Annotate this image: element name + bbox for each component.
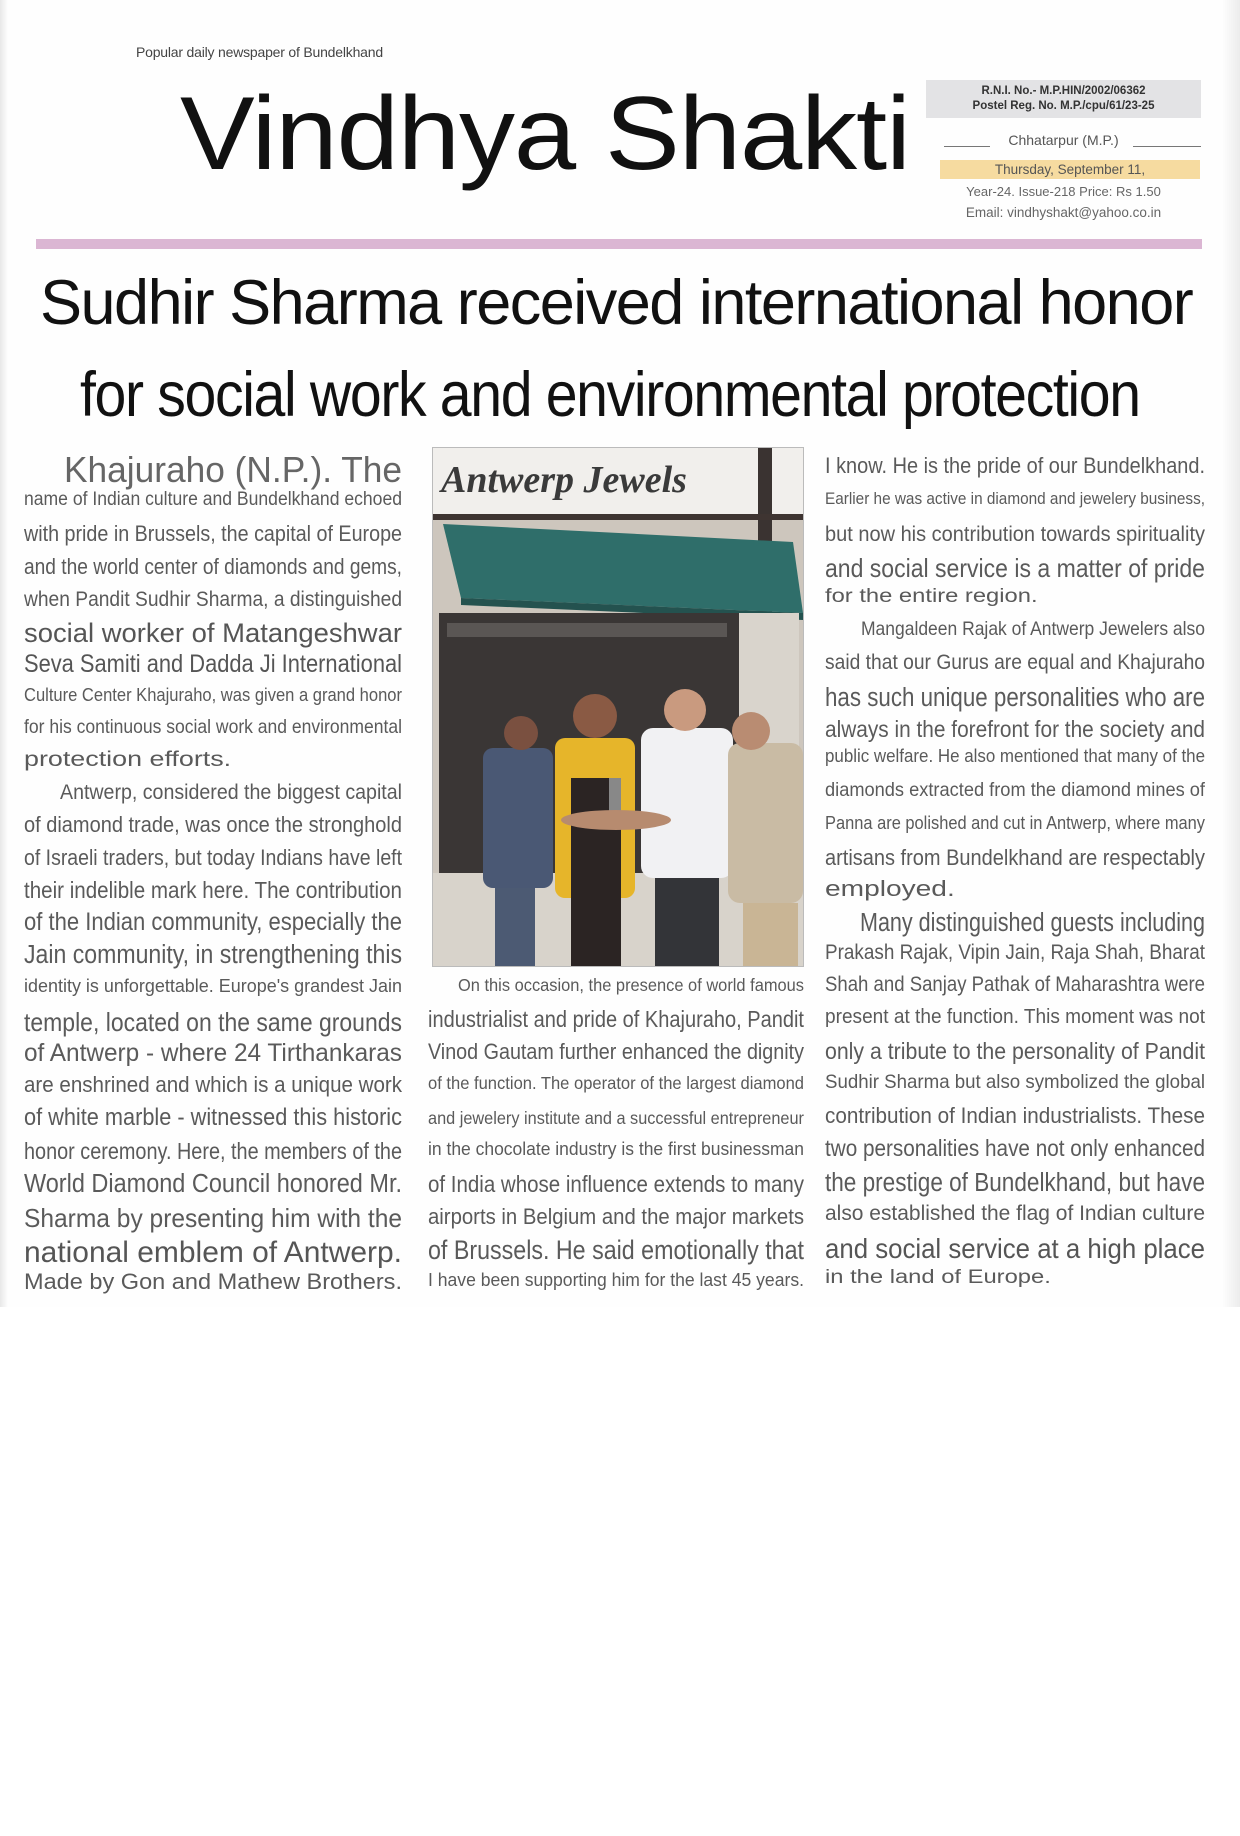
article-column-1	[24, 450, 406, 1310]
article-line: social worker of Matangeshwar	[24, 618, 403, 648]
city: Chhatarpur (M.P.)	[1008, 132, 1119, 148]
registration-block	[926, 80, 1201, 118]
article-line: Antwerp, considered the biggest capital	[60, 780, 402, 804]
person-4-head	[732, 712, 770, 750]
article-line: and social service is a matter of pride	[825, 553, 1205, 583]
article-line: name of Indian culture and Bundelkhand echoed	[24, 489, 402, 510]
article-line: temple, located on the same grounds	[24, 1007, 402, 1037]
article-line: are enshrined and which is a unique work	[24, 1072, 402, 1097]
article-line: Sharma by presenting him with the	[24, 1203, 402, 1233]
article-line: I have been supporting him for the last 45 years.	[428, 1269, 804, 1290]
publication-info-box	[926, 80, 1201, 228]
article-line: employed.	[825, 876, 955, 901]
article-line: and social service at a high place	[825, 1233, 1205, 1264]
article-line: On this occasion, the presence of world famous	[458, 975, 804, 995]
header-divider	[36, 239, 1202, 249]
person-2-head	[573, 694, 617, 738]
article-line: identity is unforgettable. Europe's grandest Jain	[24, 975, 402, 996]
article-line: World Diamond Council honored Mr.	[24, 1170, 402, 1198]
article-line: Prakash Rajak, Vipin Jain, Raja Shah, Bharat	[825, 940, 1205, 964]
article-line: artisans from Bundelkhand are respectably	[825, 845, 1205, 870]
article-line: only a tribute to the personality of Pandit	[825, 1038, 1205, 1064]
issue-info: Year-24. Issue-218 Price: Rs 1.50	[966, 184, 1161, 199]
window-frame	[447, 623, 727, 637]
sign-ledge	[433, 514, 803, 520]
city-rule-right	[1133, 146, 1201, 147]
person-1-head	[504, 716, 538, 750]
article-line: protection efforts.	[24, 747, 232, 771]
article-line: Earlier he was active in diamond and jewelery business,	[825, 490, 1205, 508]
article-line: the prestige of Bundelkhand, but have	[825, 1169, 1205, 1197]
article-line: present at the function. This moment was not	[825, 1006, 1205, 1028]
article-line: of the Indian community, especially the	[24, 908, 402, 936]
article-line: industrialist and pride of Khajuraho, Pandit	[428, 1006, 804, 1032]
article-line: national emblem of Antwerp.	[24, 1236, 402, 1269]
article-line: also established the flag of Indian culture	[825, 1201, 1205, 1225]
article-line: Shah and Sanjay Pathak of Maharashtra were	[825, 972, 1205, 996]
article-line: for his continuous social work and environmental	[24, 716, 402, 738]
rni-number: R.N.I. No.- M.P.HIN/2002/06362	[981, 85, 1146, 97]
article-line: Many distinguished guests including	[860, 909, 1205, 937]
article-line: of India whose influence extends to many	[428, 1171, 804, 1197]
article-line: Vinod Gautam further enhanced the dignity	[428, 1039, 804, 1064]
article-line: has such unique personalities who are	[825, 684, 1205, 712]
tagline: Popular daily newspaper of Bundelkhand	[136, 44, 383, 60]
article-line: said that our Gurus are equal and Khajuraho	[825, 650, 1205, 674]
issue-date: Thursday, September 11,	[940, 160, 1200, 179]
article-line: and jewelery institute and a successful entrepreneur	[428, 1108, 804, 1128]
person-1-suit	[483, 748, 553, 888]
article-line: public welfare. He also mentioned that many of the	[825, 746, 1205, 766]
person-4-jacket	[728, 743, 803, 903]
article-column-2	[428, 976, 808, 1836]
article-line: in the land of Europe.	[825, 1267, 1051, 1288]
article-line: I know. He is the pride of our Bundelkhand.	[825, 453, 1205, 478]
article-line: diamonds extracted from the diamond mines of	[825, 779, 1205, 801]
article-line: of Israeli traders, but today Indians have left	[24, 845, 402, 870]
article-line: always in the forefront for the society and	[825, 716, 1205, 742]
article-line: Mangaldeen Rajak of Antwerp Jewelers also	[861, 618, 1205, 640]
article-line: Culture Center Khajuraho, was given a grand honor	[24, 684, 402, 705]
article-line: and the world center of diamonds and gems,	[24, 554, 402, 579]
page-edge-right	[1222, 0, 1240, 1307]
joined-hands	[561, 810, 671, 830]
photo-illustration	[433, 448, 803, 966]
article-line: Khajuraho (N.P.). The	[64, 449, 402, 490]
article-line: for the entire region.	[825, 586, 1038, 607]
article-line: Sudhir Sharma but also symbolized the global	[825, 1071, 1205, 1093]
article-line: of diamond trade, was once the stronghold	[24, 812, 402, 837]
postal-reg-number: Postel Reg. No. M.P./cpu/61/23-25	[972, 100, 1155, 112]
person-3-shirt	[641, 728, 733, 878]
article-line: their indelible mark here. The contribution	[24, 877, 402, 903]
person-3-head	[664, 689, 706, 731]
headline-line-1: Sudhir Sharma received international honor	[40, 268, 1193, 338]
article-line: of the function. The operator of the largest diamond	[428, 1073, 804, 1093]
person-3-jeans	[655, 878, 719, 966]
page-edge-left	[0, 0, 8, 1307]
shop-sign-text: Antwerp Jewels	[441, 459, 687, 501]
article-photo	[432, 447, 804, 967]
article-line: in the chocolate industry is the first businessman	[428, 1139, 804, 1159]
article-line: airports in Belgium and the major markets	[428, 1204, 804, 1229]
article-line: Panna are polished and cut in Antwerp, where many	[825, 812, 1205, 833]
contact-email: Email: vindhyshakt@yahoo.co.in	[965, 205, 1162, 220]
person-1-jeans	[495, 888, 535, 966]
article-line: two personalities have not only enhanced	[825, 1135, 1205, 1161]
person-4-trousers	[743, 903, 798, 966]
masthead-title: Vindhya Shakti	[180, 76, 910, 192]
city-row	[926, 130, 1201, 152]
article-line: with pride in Brussels, the capital of Europe	[24, 521, 402, 546]
article-line: but now his contribution towards spirituality	[825, 523, 1205, 546]
article-line: Jain community, in strengthening this	[24, 941, 402, 969]
article-line: Made by Gon and Mathew Brothers.	[24, 1269, 403, 1294]
article-line: Seva Samiti and Dadda Ji International	[24, 650, 402, 678]
article-line: when Pandit Sudhir Sharma, a distinguished	[24, 587, 402, 611]
headline-line-2: for social work and environmental protection	[80, 360, 1140, 430]
article-column-3	[825, 450, 1207, 1310]
article-line: of Antwerp - where 24 Tirthankaras	[24, 1039, 402, 1067]
article-line: of white marble - witnessed this historic	[24, 1104, 402, 1131]
article-line: of Brussels. He said emotionally that	[428, 1235, 804, 1265]
article-line: contribution of Indian industrialists. These	[825, 1103, 1205, 1128]
article-line: honor ceremony. Here, the members of the	[24, 1138, 402, 1164]
